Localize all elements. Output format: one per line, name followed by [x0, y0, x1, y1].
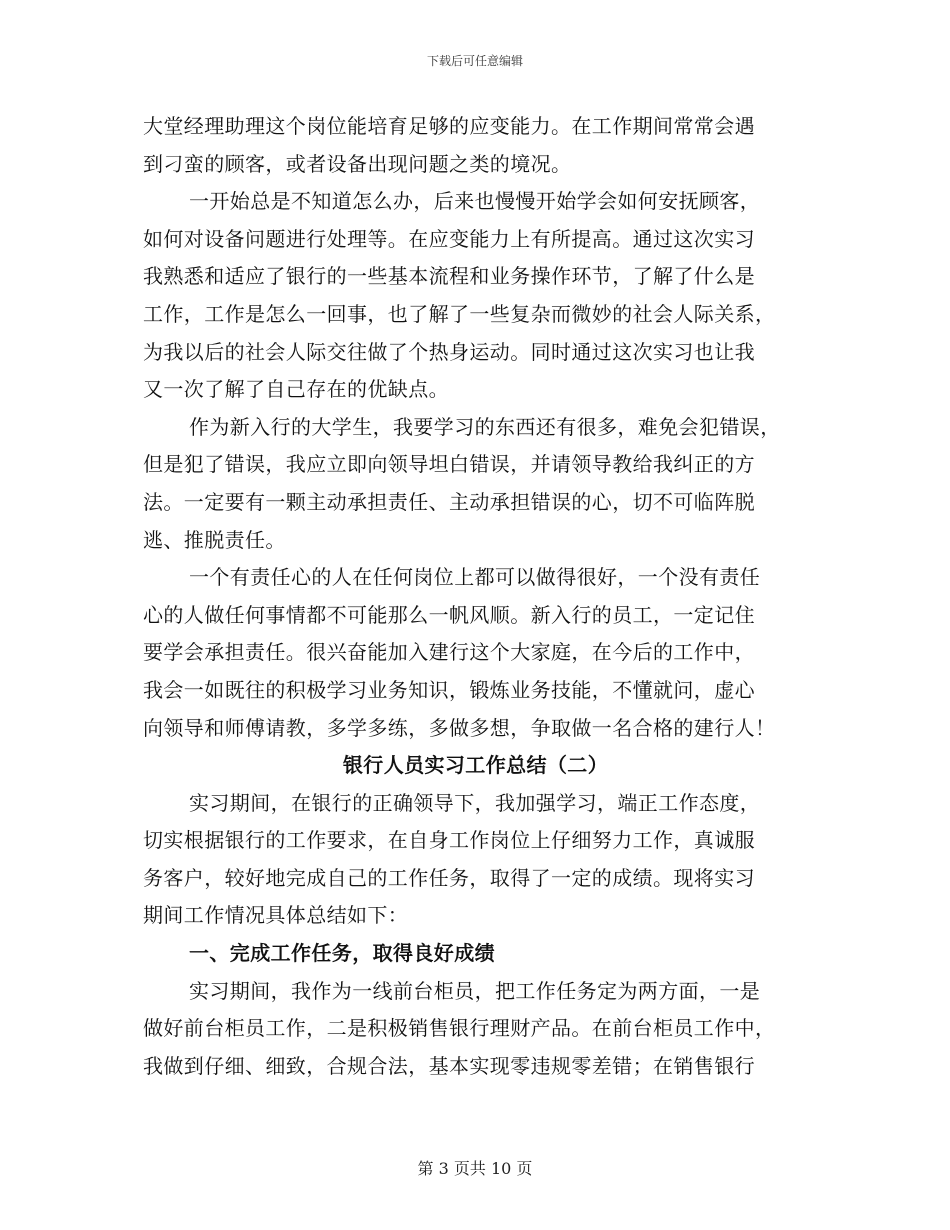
body-line-24: 实习期间，我作为一线前台柜员，把工作任务定为两方面，一是 — [189, 978, 761, 1003]
body-line-10: 但是犯了错误，我应立即向领导坦白错误，并请领导教给我纠正的方 — [143, 452, 755, 477]
body-line-3: 一开始总是不知道怎么办，后来也慢慢开始学会如何安抚顾客， — [189, 189, 761, 214]
body-line-7: 为我以后的社会人际交往做了个热身运动。同时通过这次实习也让我 — [143, 339, 755, 364]
body-line-26: 我做到仔细、细致，合规合法，基本实现零违规零差错；在销售银行 — [143, 1053, 755, 1078]
body-line-5: 我熟悉和适应了银行的一些基本流程和业务操作环节，了解了什么是 — [143, 264, 755, 289]
body-line-25: 做好前台柜员工作，二是积极销售银行理财产品。在前台柜员工作中， — [143, 1016, 776, 1041]
page-header: 下载后可任意编辑 — [426, 54, 523, 68]
body-line-14: 心的人做任何事情都不可能那么一帆风顺。新入行的员工，一定记住 — [143, 602, 755, 627]
body-line-2: 到刁蛮的顾客，或者设备出现问题之类的境况。 — [143, 151, 572, 176]
body-line-21: 务客户，较好地完成自己的工作任务，取得了一定的成绩。现将实习 — [143, 865, 755, 890]
body-line-19: 实习期间，在银行的正确领导下，我加强学习，端正工作态度， — [189, 790, 761, 815]
sub-heading: 一、完成工作任务，取得良好成绩 — [189, 941, 495, 966]
body-line-20: 切实根据银行的工作要求，在自身工作岗位上仔细努力工作，真诚服 — [143, 828, 755, 853]
body-line-12: 逃、推脱责任。 — [143, 527, 286, 552]
body-line-8: 又一次了解了自己存在的优缺点。 — [143, 377, 449, 402]
body-line-9: 作为新入行的大学生，我要学习的东西还有很多，难免会犯错误， — [189, 414, 781, 439]
document-body — [143, 108, 808, 1085]
body-line-15: 要学会承担责任。很兴奋能加入建行这个大家庭，在今后的工作中， — [143, 640, 755, 665]
body-line-22: 期间工作情况具体总结如下： — [143, 903, 409, 928]
body-line-16: 我会一如既往的积极学习业务知识，锻炼业务技能，不懂就问，虚心 — [143, 677, 755, 702]
body-line-1: 大堂经理助理这个岗位能培育足够的应变能力。在工作期间常常会遇 — [143, 114, 755, 138]
section-title: 银行人员实习工作总结（二） — [342, 753, 609, 778]
body-line-11: 法。一定要有一颗主动承担责任、主动承担错误的心，切不可临阵脱 — [143, 489, 755, 514]
page-footer: 第 3 页共 10 页 — [417, 1159, 533, 1178]
body-line-6: 工作，工作是怎么一回事，也了解了一些复杂而微妙的社会人际关系， — [143, 301, 776, 326]
body-line-13: 一个有责任心的人在任何岗位上都可以做得很好，一个没有责任 — [189, 565, 761, 590]
body-line-17: 向领导和师傅请教，多学多练，多做多想，争取做一名合格的建行人！ — [143, 715, 776, 740]
body-line-4: 如何对设备问题进行处理等。在应变能力上有所提高。通过这次实习 — [143, 226, 755, 251]
